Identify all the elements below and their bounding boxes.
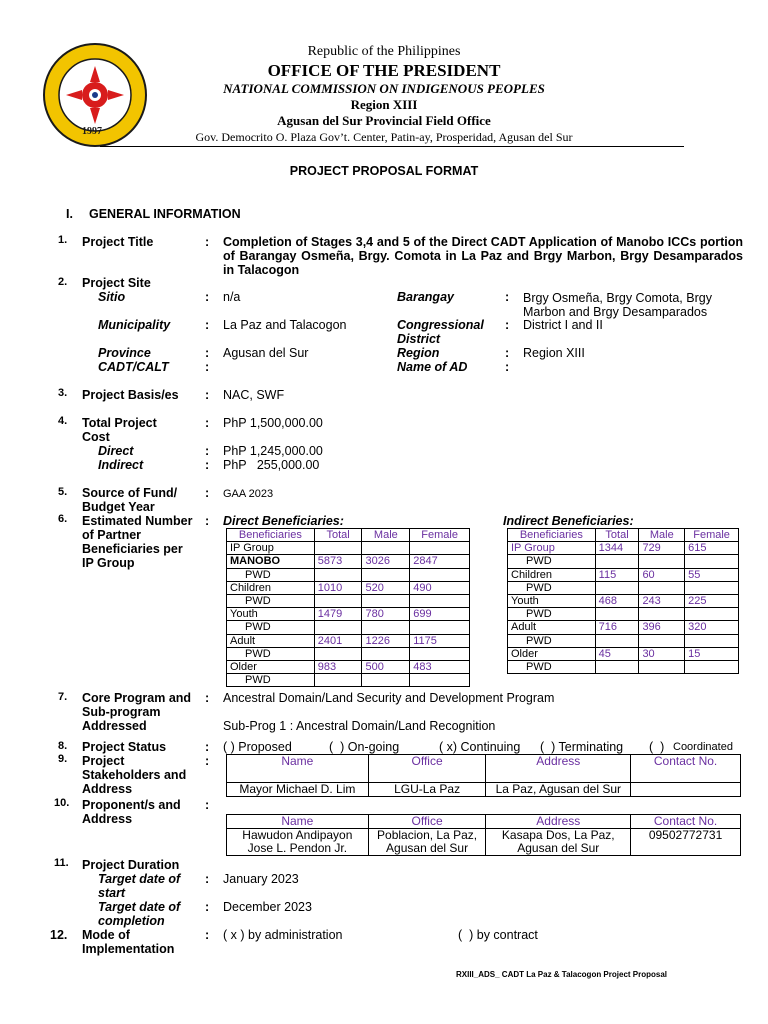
- indirect-cell-name: PWD: [508, 555, 596, 568]
- ncip-line: NATIONAL COMMISSION ON INDIGENOUS PEOPLES: [223, 81, 545, 96]
- colon: :: [205, 740, 210, 754]
- indirect-cell-total: 115: [595, 568, 639, 581]
- direct-cell-total: 983: [314, 660, 362, 673]
- municipality-value: La Paz and Talacogon: [223, 318, 347, 332]
- item-num: 1.: [58, 234, 68, 246]
- indirect-cell-name: IP Group: [508, 542, 596, 555]
- table-row: [508, 660, 739, 673]
- colon: :: [205, 458, 210, 472]
- proponent-name: Hawudon Andipayon Jose L. Pendon Jr.: [227, 829, 369, 856]
- table-row: [227, 581, 470, 594]
- colon: :: [205, 928, 210, 942]
- colon: :: [505, 318, 510, 332]
- indirect-cell-total: 1344: [595, 542, 639, 555]
- direct-cell-female: [410, 594, 470, 607]
- stakeholder-name: Mayor Michael D. Lim: [227, 783, 369, 797]
- indirect-cell-male: [639, 581, 685, 594]
- direct-cell-name: Older: [227, 660, 315, 673]
- district-value: District I and II: [523, 318, 603, 332]
- direct-cell-name: Adult: [227, 634, 315, 647]
- direct-header: Male: [362, 529, 410, 542]
- stakeholders-header-office: Office: [368, 755, 486, 783]
- project-site-label: Project Site: [82, 276, 151, 290]
- indirect-cell-name: Children: [508, 568, 596, 581]
- direct-beneficiaries-table: [226, 528, 470, 687]
- colon: :: [205, 486, 210, 500]
- direct-cell-total: 2401: [314, 634, 362, 647]
- item-num: 11.: [54, 857, 69, 869]
- table-row: [227, 674, 470, 687]
- sitio-label: Sitio: [98, 290, 126, 304]
- section-numeral: I.: [66, 207, 73, 221]
- proponent-contact: 09502772731: [631, 829, 741, 856]
- colon: :: [205, 444, 210, 458]
- indirect-cell-name: Adult: [508, 621, 596, 634]
- direct-cell-male: [362, 594, 410, 607]
- indirect-cell-female: [685, 660, 739, 673]
- barangay-label: Barangay: [397, 290, 454, 304]
- colon: :: [205, 416, 210, 430]
- indirect-header: Total: [595, 529, 639, 542]
- footer-text: RXIII_ADS_ CADT La Paz & Talacogon Project Proposal: [456, 970, 668, 979]
- indirect-cell-male: [639, 555, 685, 568]
- indirect-cell-male: 30: [639, 647, 685, 660]
- direct-cell-male: 1226: [362, 634, 410, 647]
- item-num: 8.: [58, 740, 68, 752]
- direct-header: Beneficiaries: [227, 529, 315, 542]
- direct-cell-female: [410, 621, 470, 634]
- direct-cell-name: PWD: [227, 674, 315, 687]
- indirect-cell-female: [685, 581, 739, 594]
- cost-label: Total Project Cost: [82, 416, 157, 444]
- direct-cell-female: [410, 568, 470, 581]
- sub-program-value: Sub-Prog 1 : Ancestral Domain/Land Recognition: [223, 719, 496, 733]
- indirect-cell-total: 716: [595, 621, 639, 634]
- project-title-value: Completion of Stages 3,4 and 5 of the Direct CADT Application of Manobo ICCs portion of Barangay Osmeña, Brgy. Comota in La Paz and Brgy Marbon, Brgy Desamparados in Talacogon: [223, 235, 743, 277]
- colon: :: [205, 691, 210, 705]
- direct-cell-female: 2847: [410, 555, 470, 568]
- direct-cell-total: 1010: [314, 581, 362, 594]
- direct-cell-female: 490: [410, 581, 470, 594]
- start-date-label: Target date of start: [98, 872, 181, 900]
- indirect-cell-name: PWD: [508, 660, 596, 673]
- stakeholder-office: LGU-La Paz: [368, 783, 486, 797]
- colon: :: [205, 318, 210, 332]
- status-terminating: ( ) Terminating: [540, 740, 624, 754]
- mode-administration: ( x ) by administration: [223, 928, 343, 942]
- direct-cell-total: [314, 647, 362, 660]
- indirect-cell-name: PWD: [508, 581, 596, 594]
- indirect-cell-female: 225: [685, 594, 739, 607]
- direct-cell-male: [362, 674, 410, 687]
- proponent-office: Poblacion, La Paz, Agusan del Sur: [368, 829, 486, 856]
- region-line: Region XIII: [350, 97, 418, 112]
- district-label: Congressional District: [397, 318, 484, 346]
- direct-cell-name: Youth: [227, 608, 315, 621]
- direct-header: Female: [410, 529, 470, 542]
- doc-title: PROJECT PROPOSAL FORMAT: [289, 164, 479, 178]
- proponents-header-name: Name: [227, 815, 369, 829]
- indirect-cell-total: 468: [595, 594, 639, 607]
- start-date-value: January 2023: [223, 872, 299, 886]
- direct-cell-female: 483: [410, 660, 470, 673]
- indirect-cell-male: [639, 660, 685, 673]
- table-row: [227, 555, 470, 568]
- header-rule: [100, 146, 684, 147]
- core-program-label: Core Program and Sub-program Addressed: [82, 691, 192, 733]
- table-row: [227, 542, 470, 555]
- indirect-cell-male: 60: [639, 568, 685, 581]
- cost-value: PhP 1,500,000.00: [223, 416, 323, 430]
- colon: :: [205, 872, 210, 886]
- indirect-cell-name: Youth: [508, 594, 596, 607]
- colon: :: [205, 235, 210, 249]
- colon: :: [505, 290, 510, 304]
- table-row: [227, 568, 470, 581]
- province-value: Agusan del Sur: [223, 346, 309, 360]
- region-label: Region: [397, 346, 440, 360]
- direct-cell-female: 1175: [410, 634, 470, 647]
- direct-cell-name: MANOBO: [227, 555, 315, 568]
- colon: :: [205, 290, 210, 304]
- indirect-cell-total: [595, 634, 639, 647]
- indirect-header: Male: [639, 529, 685, 542]
- office-line: OFFICE OF THE PRESIDENT: [267, 61, 501, 80]
- stakeholder-contact: [631, 783, 741, 797]
- item-num: 5.: [58, 486, 68, 498]
- colon: :: [205, 900, 210, 914]
- item-num: 12.: [50, 928, 68, 942]
- indirect-cell-total: [595, 555, 639, 568]
- colon: :: [505, 346, 510, 360]
- direct-cell-male: 3026: [362, 555, 410, 568]
- table-row: [227, 608, 470, 621]
- table-row: [508, 594, 739, 607]
- item-num: 10.: [54, 797, 70, 809]
- direct-cell-male: 780: [362, 608, 410, 621]
- basis-label: Project Basis/es: [82, 388, 179, 402]
- indirect-cell-female: 320: [685, 621, 739, 634]
- stakeholders-header-contact: Contact No.: [631, 755, 741, 783]
- colon: :: [205, 360, 210, 374]
- table-row: [508, 581, 739, 594]
- status-coordinated-box: ( ): [649, 740, 665, 754]
- direct-cell-total: 1479: [314, 608, 362, 621]
- direct-cell-name: PWD: [227, 647, 315, 660]
- colon: :: [205, 514, 210, 528]
- item-num: 6.: [58, 513, 68, 525]
- section-title: GENERAL INFORMATION: [89, 207, 241, 221]
- direct-cell-female: 699: [410, 608, 470, 621]
- direct-cell-male: [362, 647, 410, 660]
- direct-cell-female: [410, 647, 470, 660]
- indirect-header: Beneficiaries: [508, 529, 596, 542]
- fund-label: Source of Fund/ Budget Year: [82, 486, 178, 514]
- field-office-line: Agusan del Sur Provincial Field Office: [277, 113, 491, 128]
- indirect-cell-total: 45: [595, 647, 639, 660]
- end-date-label: Target date of completion: [98, 900, 181, 928]
- direct-cell-male: [362, 621, 410, 634]
- colon: :: [205, 346, 210, 360]
- sitio-value: n/a: [223, 290, 241, 304]
- province-label: Province: [98, 346, 151, 360]
- indirect-cost-value: PhP 255,000.00: [223, 458, 320, 472]
- table-row: [227, 594, 470, 607]
- direct-cell-name: PWD: [227, 568, 315, 581]
- duration-label: Project Duration: [82, 858, 180, 872]
- indirect-header: Female: [685, 529, 739, 542]
- indirect-cell-female: [685, 634, 739, 647]
- indirect-cell-female: [685, 555, 739, 568]
- indirect-cell-total: [595, 581, 639, 594]
- stakeholders-table: [226, 754, 741, 797]
- proponent-address: Kasapa Dos, La Paz, Agusan del Sur: [486, 829, 631, 856]
- stakeholders-header-address: Address: [486, 755, 631, 783]
- item-num: 7.: [58, 691, 68, 703]
- direct-cell-name: PWD: [227, 621, 315, 634]
- table-row: [227, 634, 470, 647]
- proponents-table: [226, 814, 741, 856]
- mode-label: Mode of Implementation: [82, 928, 175, 956]
- direct-cost-value: PhP 1,245,000.00: [223, 444, 323, 458]
- table-row: [508, 542, 739, 555]
- indirect-beneficiaries-table: [507, 528, 739, 674]
- direct-cost-label: Direct: [98, 444, 134, 458]
- direct-cell-male: [362, 542, 410, 555]
- indirect-cell-female: 15: [685, 647, 739, 660]
- indirect-cell-name: PWD: [508, 634, 596, 647]
- status-label: Project Status: [82, 740, 167, 754]
- item-num: 3.: [58, 387, 68, 399]
- direct-cell-male: 520: [362, 581, 410, 594]
- proponents-header-contact: Contact No.: [631, 815, 741, 829]
- direct-header: Total: [314, 529, 362, 542]
- address-line: Gov. Democrito O. Plaza Gov’t. Center, Patin-ay, Prosperidad, Agusan del Sur: [195, 130, 573, 144]
- item-num: 4.: [58, 415, 68, 427]
- indirect-cell-male: 729: [639, 542, 685, 555]
- indirect-cell-male: [639, 608, 685, 621]
- status-ongoing: ( ) On-going: [329, 740, 400, 754]
- colon: :: [205, 798, 210, 812]
- seal-year: 1997: [82, 126, 102, 137]
- status-coordinated: Coordinated: [673, 741, 733, 753]
- indirect-cell-name: PWD: [508, 608, 596, 621]
- direct-beneficiaries-title: Direct Beneficiaries:: [223, 514, 344, 528]
- stakeholders-label: Project Stakeholders and Address: [82, 754, 187, 796]
- table-row: [508, 568, 739, 581]
- item-num: 2.: [58, 276, 68, 288]
- beneficiaries-label: Estimated Number of Partner Beneficiaries per IP Group: [82, 514, 193, 570]
- indirect-cell-male: 243: [639, 594, 685, 607]
- status-continuing: ( x) Continuing: [439, 740, 521, 754]
- ncip-seal: [42, 42, 148, 148]
- direct-cell-total: [314, 621, 362, 634]
- table-row: [227, 647, 470, 660]
- direct-cell-total: 5873: [314, 555, 362, 568]
- municipality-label: Municipality: [98, 318, 171, 332]
- barangay-value: Brgy Osmeña, Brgy Comota, Brgy Marbon and Brgy Desamparados: [523, 291, 712, 319]
- core-program-value: Ancestral Domain/Land Security and Development Program: [223, 691, 555, 705]
- indirect-cell-female: 55: [685, 568, 739, 581]
- indirect-cell-male: [639, 634, 685, 647]
- table-row: [508, 634, 739, 647]
- table-row: [508, 608, 739, 621]
- indirect-cell-total: [595, 608, 639, 621]
- direct-cell-total: [314, 542, 362, 555]
- colon: :: [205, 754, 210, 768]
- cadt-label: CADT/CALT: [98, 360, 169, 374]
- proponents-label: Proponent/s and Address: [82, 798, 181, 826]
- indirect-cell-total: [595, 660, 639, 673]
- proponents-header-address: Address: [486, 815, 631, 829]
- direct-cell-male: [362, 568, 410, 581]
- indirect-cost-label: Indirect: [98, 458, 144, 472]
- fund-value: GAA 2023: [223, 488, 274, 500]
- region-value: Region XIII: [523, 346, 585, 360]
- basis-value: NAC, SWF: [223, 388, 285, 402]
- indirect-cell-female: 615: [685, 542, 739, 555]
- direct-cell-total: [314, 674, 362, 687]
- table-row: [227, 660, 470, 673]
- direct-cell-female: [410, 542, 470, 555]
- table-row: [227, 621, 470, 634]
- item-num: 9.: [58, 753, 68, 765]
- table-row: [508, 555, 739, 568]
- ad-label: Name of AD: [397, 360, 468, 374]
- colon: :: [205, 388, 210, 402]
- proponents-header-office: Office: [368, 815, 486, 829]
- direct-cell-name: PWD: [227, 594, 315, 607]
- end-date-value: December 2023: [223, 900, 312, 914]
- indirect-beneficiaries-title: Indirect Beneficiaries:: [503, 514, 634, 528]
- direct-cell-total: [314, 568, 362, 581]
- indirect-cell-male: 396: [639, 621, 685, 634]
- mode-contract: ( ) by contract: [458, 928, 538, 942]
- direct-cell-name: Children: [227, 581, 315, 594]
- direct-cell-female: [410, 674, 470, 687]
- table-row: [508, 621, 739, 634]
- indirect-cell-name: Older: [508, 647, 596, 660]
- stakeholder-address: La Paz, Agusan del Sur: [486, 783, 631, 797]
- republic-line: Republic of the Philippines: [307, 44, 461, 59]
- colon: :: [505, 360, 510, 374]
- status-proposed: ( ) Proposed: [223, 740, 292, 754]
- direct-cell-male: 500: [362, 660, 410, 673]
- stakeholders-header-name: Name: [227, 755, 369, 783]
- direct-cell-total: [314, 594, 362, 607]
- indirect-cell-female: [685, 608, 739, 621]
- table-row: [508, 647, 739, 660]
- project-title-label: Project Title: [82, 235, 154, 249]
- direct-cell-name: IP Group: [227, 542, 315, 555]
